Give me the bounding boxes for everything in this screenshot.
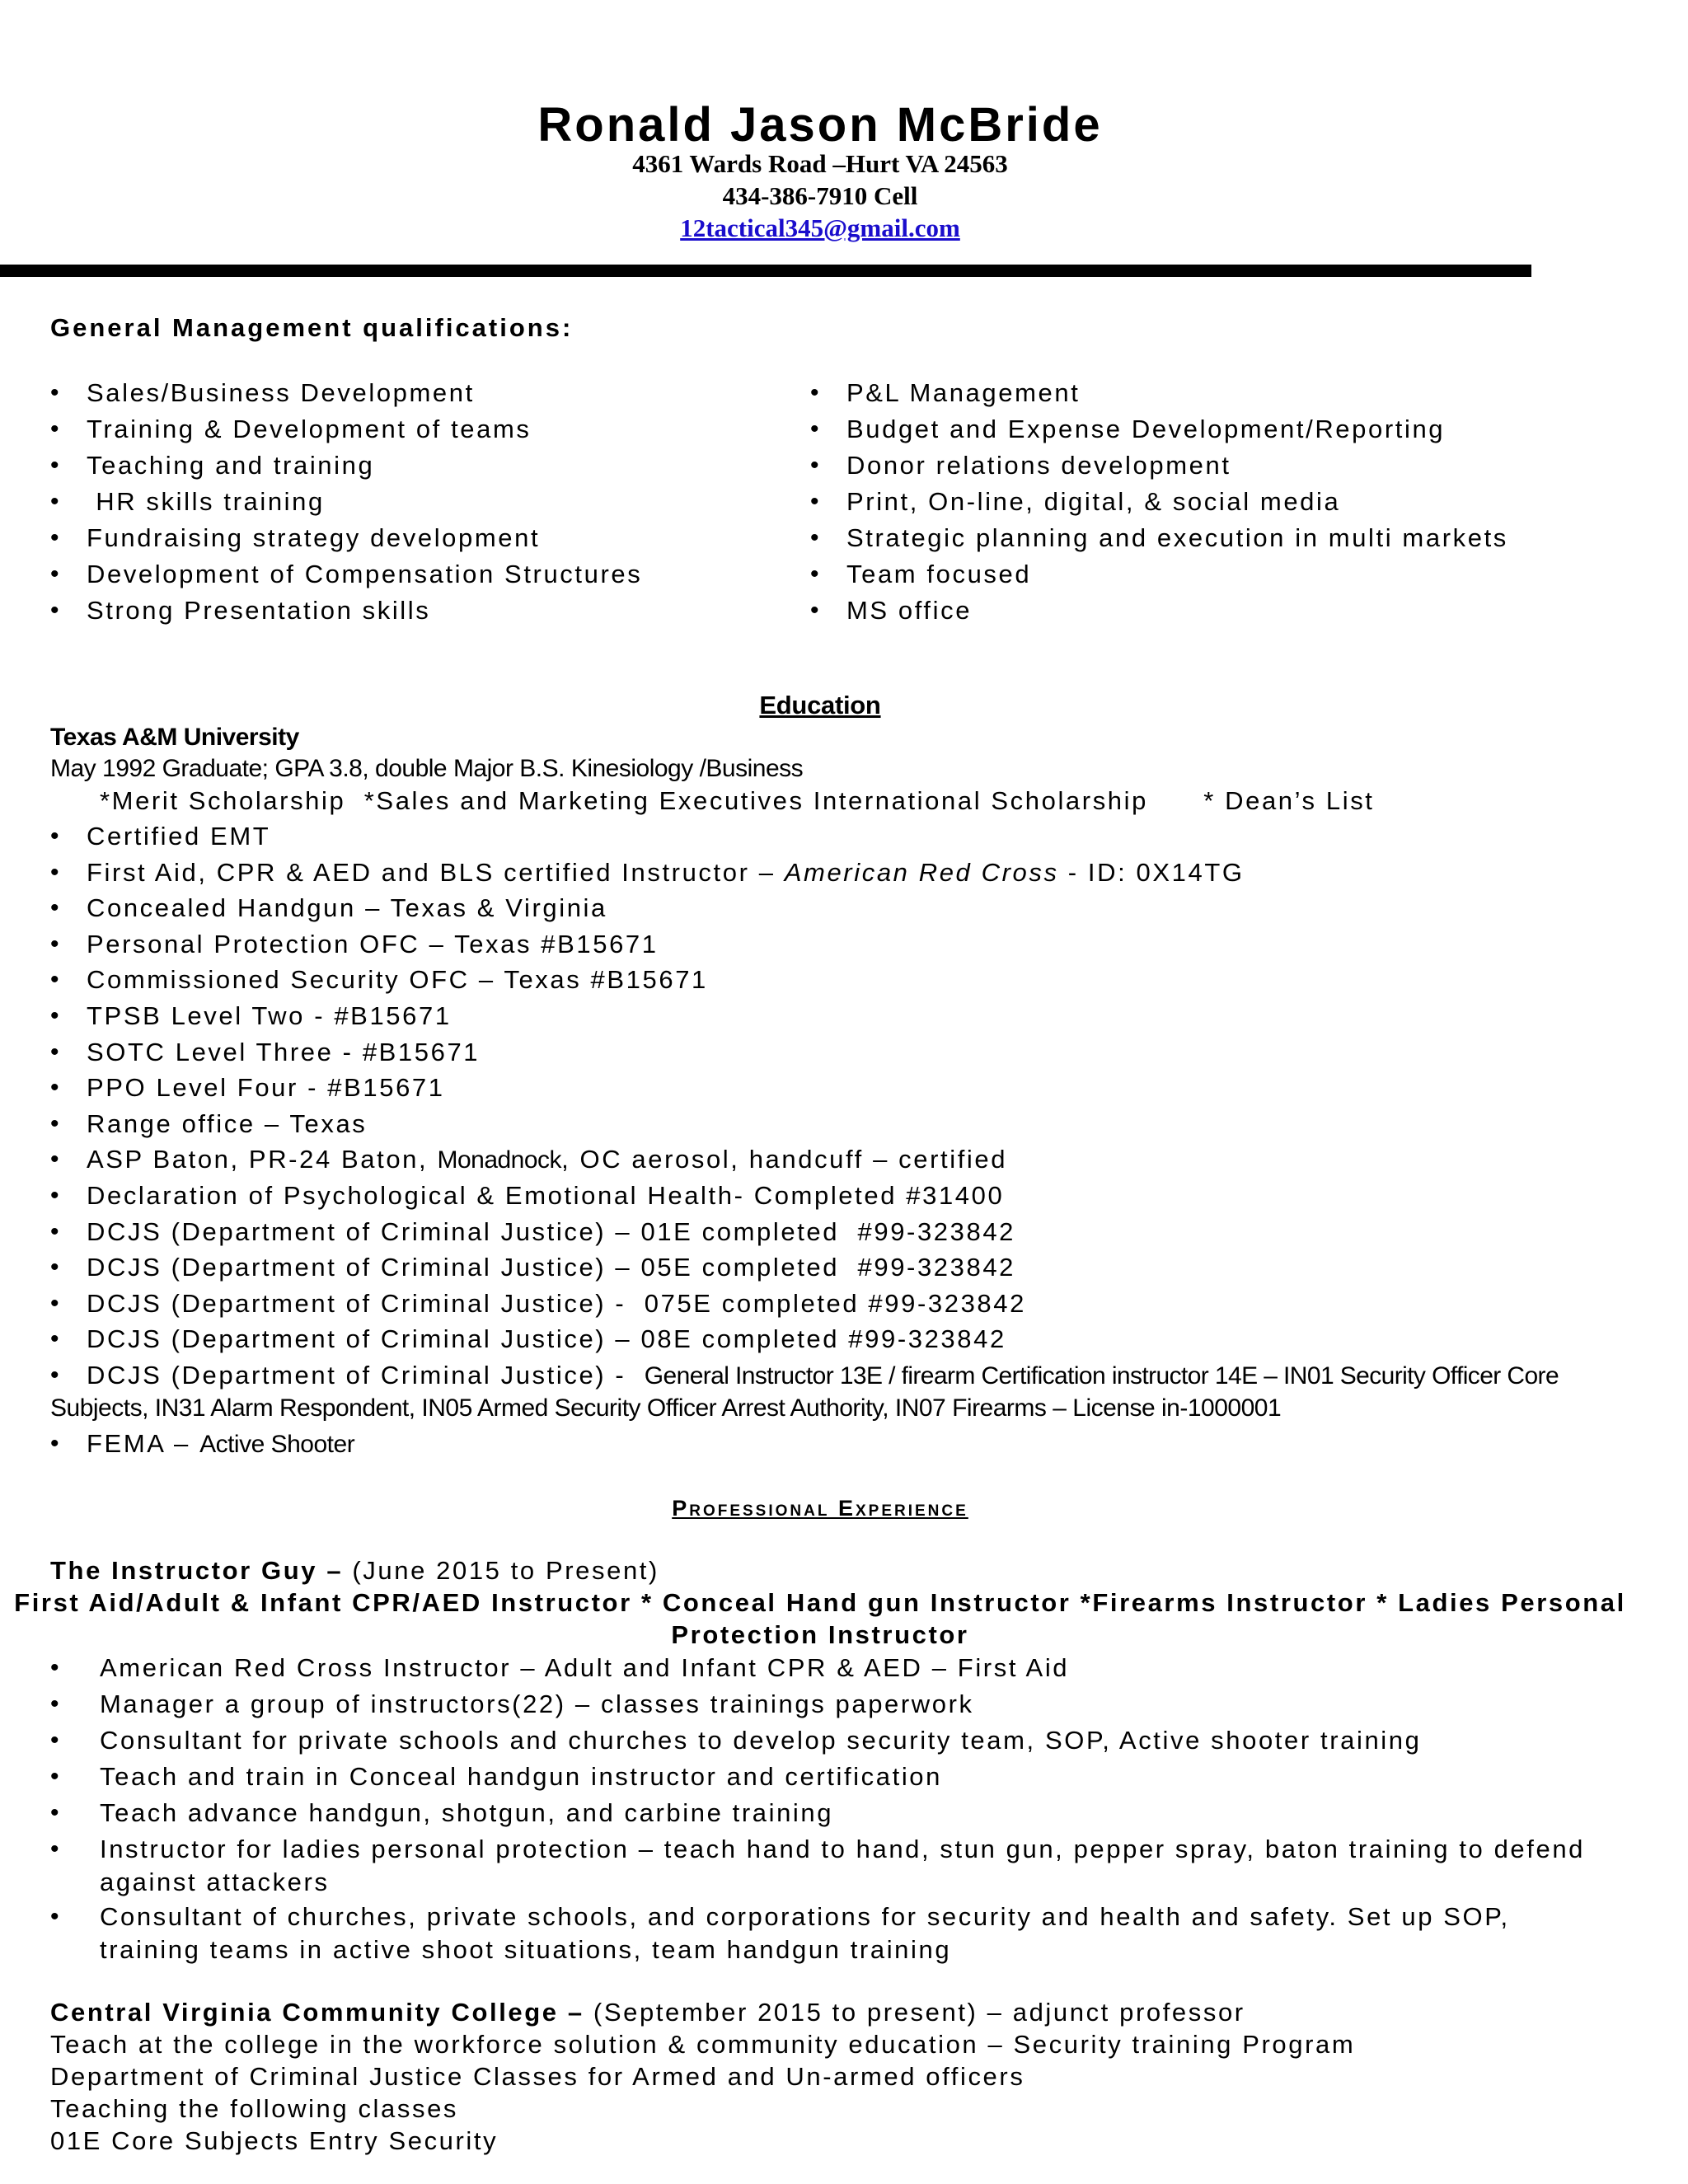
education-heading: Education [759, 691, 881, 719]
cert-text: , OC aerosol, handcuff – certified [561, 1145, 1008, 1174]
job2-line1: Teach at the college in the workforce solution & community education – Security training Program [50, 2030, 1356, 2059]
fema-list [50, 1426, 354, 1462]
job2-line2: Department of Criminal Justice Classes for Armed and Un-armed officers [50, 2062, 1025, 2091]
cert-text: Monadnock [437, 1146, 562, 1174]
list-item: • Print, On-line, digital, & social media [810, 484, 1508, 520]
list-item: • Consultant for private schools and churches to develop security team, SOP, Active shooter training [50, 1724, 1600, 1760]
list-item: • Training & Development of teams [50, 411, 642, 448]
list-item: • DCJS (Department of Criminal Justice) - 075E completed #99-323842 [50, 1286, 1559, 1322]
job1-title-line2: Protection Instructor [671, 1620, 969, 1649]
certifications-list [50, 818, 1559, 1394]
experience-heading: Professional Experience [672, 1496, 968, 1521]
honors-line: *Merit Scholarship *Sales and Marketing Executives International Scholarship * Dean’s List [100, 786, 1375, 815]
list-item: • HR skills training [50, 484, 642, 520]
list-item: • P&L Management [810, 375, 1508, 411]
qualifications-right-list [810, 375, 1508, 629]
list-item: • Strategic planning and execution in multi markets [810, 520, 1508, 556]
cert-text: First Aid, CPR & AED and BLS certified Instructor – [87, 857, 785, 887]
list-item: • Certified EMT [50, 818, 1559, 855]
job1-title-line1: First Aid/Adult & Infant CPR/AED Instructor * Conceal Hand gun Instructor *Firearms Instructor * Ladies Personal [14, 1588, 1626, 1617]
list-item [50, 1357, 1559, 1394]
list-item: • SOTC Level Three - #B15671 [50, 1034, 1559, 1071]
cert-text: General Instructor 13E / firearm Certification instructor 14E – IN01 Security Officer Core [644, 1361, 1559, 1390]
degree-line: May 1992 Graduate; GPA 3.8, double Major B.S. Kinesiology /Business [50, 755, 804, 782]
list-item: • TPSB Level Two - #B15671 [50, 998, 1559, 1034]
list-item: • DCJS (Department of Criminal Justice) – 05E completed #99-323842 [50, 1249, 1559, 1286]
list-item: • DCJS (Department of Criminal Justice) – 01E completed #99-323842 [50, 1214, 1559, 1250]
list-item [50, 855, 1559, 891]
school-name: Texas A&M University [50, 724, 299, 751]
list-item: • Personal Protection OFC – Texas #B15671 [50, 926, 1559, 963]
list-item [50, 1141, 1559, 1178]
list-item: • Team focused [810, 556, 1508, 593]
cert-continuation: Subjects, IN31 Alarm Respondent, IN05 Armed Security Officer Arrest Authority, IN07 Firearms – License in-1000001 [50, 1394, 1282, 1422]
job1-employer: The Instructor Guy – [50, 1556, 344, 1585]
job1-dates: (June 2015 to Present) [343, 1556, 659, 1585]
cert-org: American Red Cross [784, 857, 1059, 887]
list-item: • Sales/Business Development [50, 375, 642, 411]
cert-id: - ID: 0X14TG [1058, 857, 1245, 887]
job2-line3: Teaching the following classes [50, 2094, 459, 2123]
qualifications-left-list [50, 375, 642, 629]
list-item: • Concealed Handgun – Texas & Virginia [50, 890, 1559, 926]
list-item: • Teach advance handgun, shotgun, and carbine training [50, 1797, 1600, 1833]
cert-text: Active Shooter [199, 1431, 355, 1458]
list-item: • American Red Cross Instructor – Adult and Infant CPR & AED – First Aid [50, 1652, 1600, 1688]
header-divider [0, 265, 1531, 277]
list-item: • Budget and Expense Development/Reporting [810, 411, 1508, 448]
email-link[interactable]: 12tactical345@gmail.com [680, 213, 960, 242]
phone: 434-386-7910 Cell [722, 181, 918, 210]
job2-line4: 01E Core Subjects Entry Security [50, 2126, 499, 2155]
list-item: • Teach and train in Conceal handgun instructor and certification [50, 1760, 1600, 1797]
qualifications-heading: General Management qualifications: [50, 313, 574, 342]
list-item: • Fundraising strategy development [50, 520, 642, 556]
list-item: • PPO Level Four - #B15671 [50, 1070, 1559, 1106]
applicant-name: Ronald Jason McBride [537, 98, 1103, 152]
list-item: • Donor relations development [810, 448, 1508, 484]
job1-duties-list [50, 1652, 1600, 1968]
address: 4361 Wards Road –Hurt VA 24563 [632, 149, 1008, 178]
list-item: • Commissioned Security OFC – Texas #B15671 [50, 962, 1559, 998]
job1-header [50, 1556, 659, 1586]
cert-text: FEMA – [87, 1429, 200, 1458]
list-item: • Development of Compensation Structures [50, 556, 642, 593]
job2-dates: (September 2015 to present) – adjunct professor [584, 1998, 1245, 2027]
list-item: • Teaching and training [50, 448, 642, 484]
list-item: • DCJS (Department of Criminal Justice) – 08E completed #99-323842 [50, 1321, 1559, 1357]
list-item: • Instructor for ladies personal protection – teach hand to hand, stun gun, pepper spray, baton training to defend against attackers [50, 1833, 1600, 1900]
job2-header [50, 1998, 1245, 2027]
cert-text: ASP Baton, PR-24 Baton, [87, 1145, 438, 1174]
list-item: • Strong Presentation skills [50, 593, 642, 629]
list-item: • Range office – Texas [50, 1106, 1559, 1142]
cert-text: DCJS (Department of Criminal Justice) - [87, 1360, 645, 1390]
list-item: • Consultant of churches, private schools, and corporations for security and health and safety. Set up SOP, training teams in active shoot situations, team handgun training [50, 1900, 1600, 1968]
list-item: • Manager a group of instructors(22) – classes trainings paperwork [50, 1688, 1600, 1724]
job2-employer: Central Virginia Community College – [50, 1998, 584, 2027]
list-item: • MS office [810, 593, 1508, 629]
list-item [50, 1426, 354, 1462]
list-item: • Declaration of Psychological & Emotional Health- Completed #31400 [50, 1178, 1559, 1214]
